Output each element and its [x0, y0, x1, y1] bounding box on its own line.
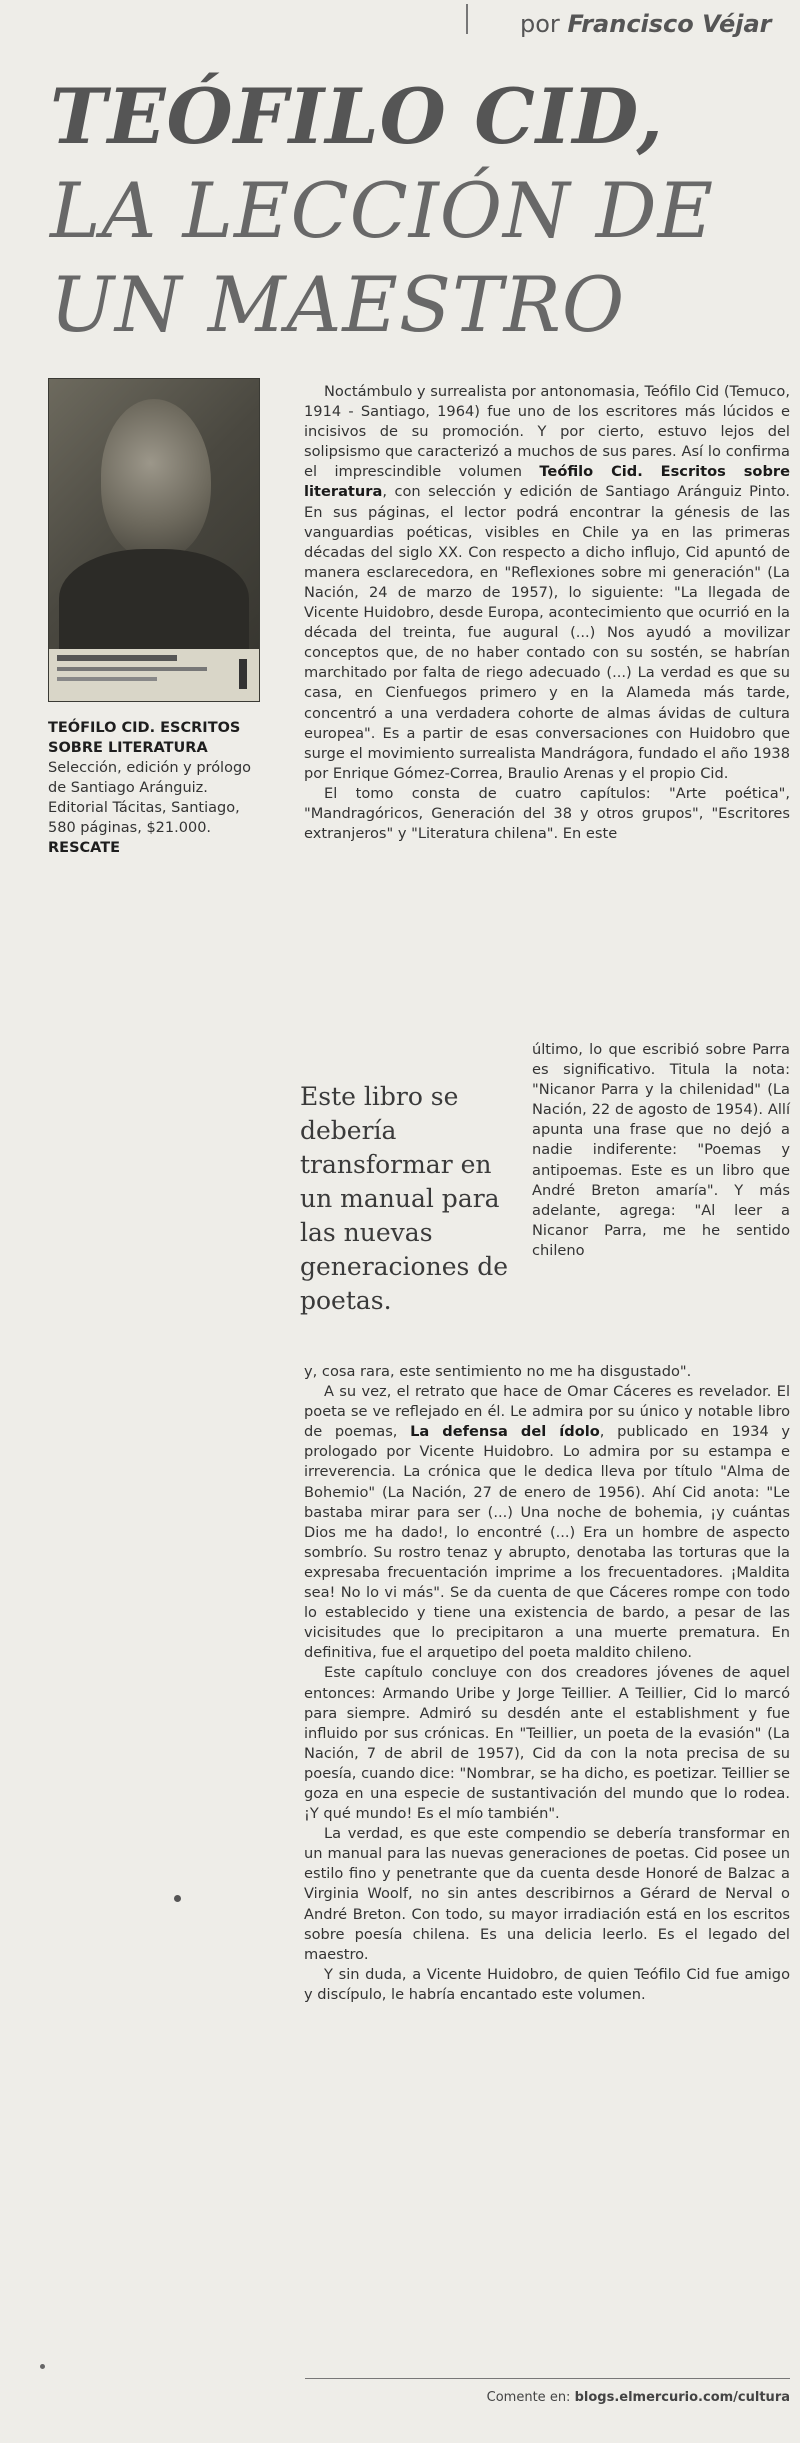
headline [50, 70, 770, 352]
byline [520, 10, 790, 38]
footer-link[interactable]: blogs.elmercurio.com/cultura [574, 2390, 790, 2405]
paragraph-continued: y, cosa rara, este sentimiento no me ha disgustado". [304, 1363, 692, 1380]
byline-prefix: por [520, 10, 560, 38]
article-body-bottom [304, 1362, 790, 2005]
book-title-inline: La defensa del ídolo [410, 1423, 600, 1441]
article-body-narrow [532, 1040, 790, 1261]
footer [455, 2390, 790, 2405]
book-title-inline: Teófilo Cid. Escritos sobre literatura [304, 463, 790, 501]
book-details: Selección, edición y prólogo de Santiago Aránguiz. Editorial Tácitas, Santiago, 580 páginas, $21.000. [48, 760, 252, 836]
headline-line-2: LA LECCIÓN DE [50, 166, 715, 255]
paragraph: Y sin duda, a Vicente Huidobro, de quien Teófilo Cid fue amigo y discípulo, le habría encantado este volumen. [304, 1965, 790, 2003]
headline-line-1: TEÓFILO CID, [50, 72, 664, 161]
section-label: RESCATE [48, 840, 121, 856]
byline-author: Francisco Véjar [567, 10, 772, 38]
paragraph: A su vez, el retrato que hace de Omar Cáceres es revelador. El poeta se ve reflejado en él. Le admira por su único y notable libro de poemas, La defensa del ídolo, publicado en 1934 y prologado por Vicente Huidobro. Lo admira por su estampa e irreverencia. La crónica que le dedica lleva por título "Alma de Bohemio" (La Nación, 27 de enero de 1956). Ahí Cid anota: "Le bastaba mirar para ser (...) Una noche de bohemia, ¡y cuántas Dios me ha dado!, lo encontré (...) Era un hombre de aspecto sombrío. Su rostro tenaz y abrupto, denotaba las torturas que la expresaba frecuentación imprime a los frecuentadores. ¡Maldita sea! No lo vi más". Se da cuenta de que Cáceres rompe con todo lo establecido y tiene una existencia de bardo, a pesar de las vicisitudes que lo precipitaron a una muerte prematura. En definitiva, fue el arquetipo del poeta maldito chileno. [304, 1383, 790, 1662]
headline-line-3: UN MAESTRO [50, 260, 626, 349]
pull-quote: Este libro se debería transformar en un manual para las nuevas generaciones de poetas. [300, 1082, 509, 1315]
paragraph-continued: último, lo que escribió sobre Parra es significativo. Titula la nota: "Nicanor Parra y la chilenidad" (La Nación, 22 de agosto de 1954). Allí apunta una frase que no dejó a nadie indiferente: "Poemas y antipoemas. Este es un libro que André Breton amaría". Y más adelante, agrega: "Al leer a Nicanor Parra, me he sentido chileno [532, 1041, 790, 1259]
paragraph: El tomo consta de cuatro capítulos: "Arte poética", "Mandragóricos, Generación del 38 y otros grupos", "Escritores extranjeros" y "Literatura chilena". En este [304, 784, 790, 843]
print-speck [174, 1895, 181, 1902]
paragraph: Noctámbulo y surrealista por antonomasia, Teófilo Cid (Temuco, 1914 - Santiago, 1964) fue uno de los escritores más lúcidos e incisivos de su promoción. Y por cierto, estuvo lejos del solipsismo que caracterizó a muchos de sus pares. Así lo confirma el imprescindible volumen Teófilo Cid. Escritos sobre literatura, con selección y edición de Santiago Aránguiz Pinto. En sus páginas, el lector podrá encontrar la génesis de las vanguardias poéticas, visibles en Chile ya en las primeras décadas del siglo XX. Con respecto a dicho influjo, Cid apuntó de manera esclarecedora, en "Reflexiones sobre mi generación" (La Nación, 24 de marzo de 1957), lo siguiente: "La llegada de Vicente Huidobro, desde Europa, acontecimiento que ocurrió en la década del treinta, fue augural (...) Nos ayudó a movilizar conceptos que, de no haber contado con su sostén, se habrían marchitado por falta de riego adecuado (...) La verdad es que su casa, en Cienfuegos primero y en la Alameda más tarde, concentró a una verdadera cohorte de almas ávidas de cultura europea". Es a partir de esas conversaciones con Huidobro que surge el movimiento surrealista Mandrágora, fundado el año 1938 por Enrique Gómez-Correa, Braulio Arenas y el propio Cid. [304, 383, 790, 782]
book-title: TEÓFILO CID. ESCRITOS SOBRE LITERATURA [48, 720, 241, 756]
paragraph: Este capítulo concluye con dos creadores jóvenes de aquel entonces: Armando Uribe y Jorge Teillier. A Teillier, Cid lo marcó para siempre. Admiró su desdén ante el establishment y fue influido por sus crónicas. En "Teillier, un poeta de la evasión" (La Nación, 7 de abril de 1957), Cid da con la nota precisa de su poesía, cuando dice: "Nombrar, se ha dicho, es poetizar. Teillier se goza en una especie de sustantivación del mundo que lo rodea. ¡Y qué mundo! Es el mío también". [304, 1664, 790, 1823]
book-caption [48, 718, 268, 858]
byline-divider [466, 4, 468, 34]
footer-divider [305, 2378, 790, 2379]
paragraph: La verdad, es que este compendio se debería transformar en un manual para las nuevas generaciones de poetas. Cid posee un estilo fino y penetrante que da cuenta desde Honoré de Balzac a Virginia Woolf, no sin antes describirnos a Gérard de Nerval o André Breton. Con todo, su mayor irradiación está en los escritos sobre poesía chilena. Es una delicia leerlo. Es el legado del maestro. [304, 1825, 790, 1963]
article-body-top [304, 382, 790, 844]
publisher-logo [239, 659, 247, 689]
print-speck [40, 2364, 45, 2369]
book-cover-image [48, 378, 260, 702]
footer-prefix: Comente en: [486, 2390, 571, 2405]
author-portrait [101, 399, 211, 559]
